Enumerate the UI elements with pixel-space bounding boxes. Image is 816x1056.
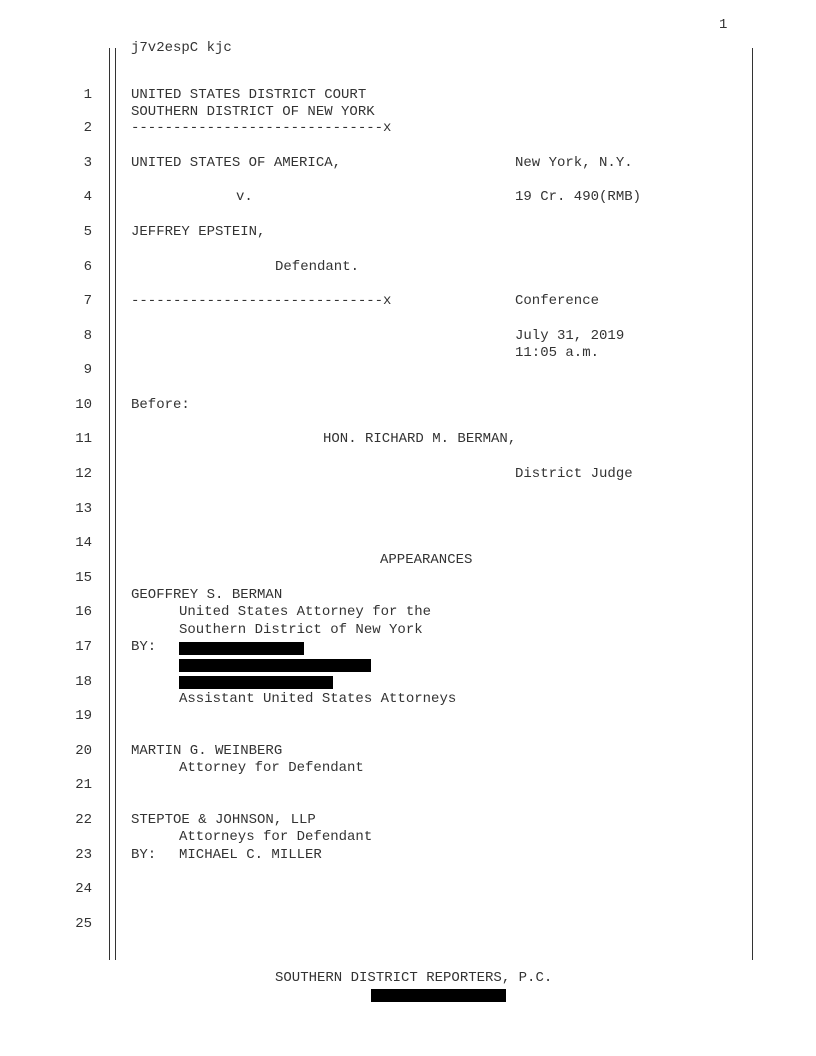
line-number: 4 xyxy=(83,189,92,205)
line-number: 8 xyxy=(83,328,92,344)
court-name-line2: SOUTHERN DISTRICT OF NEW YORK xyxy=(131,104,375,120)
plaintiff-name: UNITED STATES OF AMERICA, xyxy=(131,155,342,171)
redaction-block xyxy=(179,659,371,672)
line-number: 5 xyxy=(83,224,92,240)
line-number: 3 xyxy=(83,155,92,171)
government-by-label: BY: xyxy=(131,639,157,655)
line-number: 14 xyxy=(75,535,92,551)
line-number: 16 xyxy=(75,604,92,620)
government-role-line1: United States Attorney for the xyxy=(179,604,432,620)
right-margin-rule xyxy=(752,48,753,960)
hearing-location: New York, N.Y. xyxy=(515,155,633,171)
defense-attorney-role: Attorney for Defendant xyxy=(179,760,364,776)
line-number: 20 xyxy=(75,743,92,759)
defense-firm-role: Attorneys for Defendant xyxy=(179,829,373,845)
line-number: 11 xyxy=(75,431,92,447)
proceeding-type: Conference xyxy=(515,293,600,309)
defense-attorney-name: MARTIN G. WEINBERG xyxy=(131,743,283,759)
caption-divider-top: ------------------------------x xyxy=(131,120,392,136)
header-code: j7v2espC kjc xyxy=(131,40,232,56)
line-number: 23 xyxy=(75,847,92,863)
line-number: 18 xyxy=(75,674,92,690)
defendant-label: Defendant. xyxy=(275,259,360,275)
government-attorney-name: GEOFFREY S. BERMAN xyxy=(131,587,283,603)
before-label: Before: xyxy=(131,397,190,413)
redaction-block xyxy=(179,642,304,655)
caption-divider-bottom: ------------------------------x xyxy=(131,293,392,309)
line-number: 2 xyxy=(83,120,92,136)
redaction-block xyxy=(179,676,333,689)
government-role-line2: Southern District of New York xyxy=(179,622,423,638)
line-number: 24 xyxy=(75,881,92,897)
line-number: 13 xyxy=(75,501,92,517)
line-number: 17 xyxy=(75,639,92,655)
line-number: 19 xyxy=(75,708,92,724)
assistant-attorneys-label: Assistant United States Attorneys xyxy=(179,691,457,707)
footer-reporter-name: SOUTHERN DISTRICT REPORTERS, P.C. xyxy=(275,970,553,986)
left-margin-rule-inner xyxy=(115,48,116,960)
line-number: 1 xyxy=(83,87,92,103)
judge-name: HON. RICHARD M. BERMAN, xyxy=(323,431,517,447)
hearing-time: 11:05 a.m. xyxy=(515,345,600,361)
hearing-date: July 31, 2019 xyxy=(515,328,625,344)
judge-title: District Judge xyxy=(515,466,633,482)
page-number: 1 xyxy=(719,17,728,33)
left-margin-rule-outer xyxy=(109,48,110,960)
footer-redaction-block xyxy=(371,989,506,1002)
appearances-heading: APPEARANCES xyxy=(380,552,473,568)
line-number: 25 xyxy=(75,916,92,932)
line-number: 15 xyxy=(75,570,92,586)
line-number: 12 xyxy=(75,466,92,482)
court-name-line1: UNITED STATES DISTRICT COURT xyxy=(131,87,367,103)
line-number: 6 xyxy=(83,259,92,275)
line-number: 9 xyxy=(83,362,92,378)
defense-firm-name: STEPTOE & JOHNSON, LLP xyxy=(131,812,316,828)
line-number: 7 xyxy=(83,293,92,309)
defendant-name: JEFFREY EPSTEIN, xyxy=(131,224,266,240)
defense-firm-attorney: MICHAEL C. MILLER xyxy=(179,847,322,863)
line-number: 21 xyxy=(75,777,92,793)
case-number: 19 Cr. 490(RMB) xyxy=(515,189,642,205)
versus-label: v. xyxy=(236,189,253,205)
line-number: 10 xyxy=(75,397,92,413)
line-number: 22 xyxy=(75,812,92,828)
defense-firm-by-label: BY: xyxy=(131,847,157,863)
